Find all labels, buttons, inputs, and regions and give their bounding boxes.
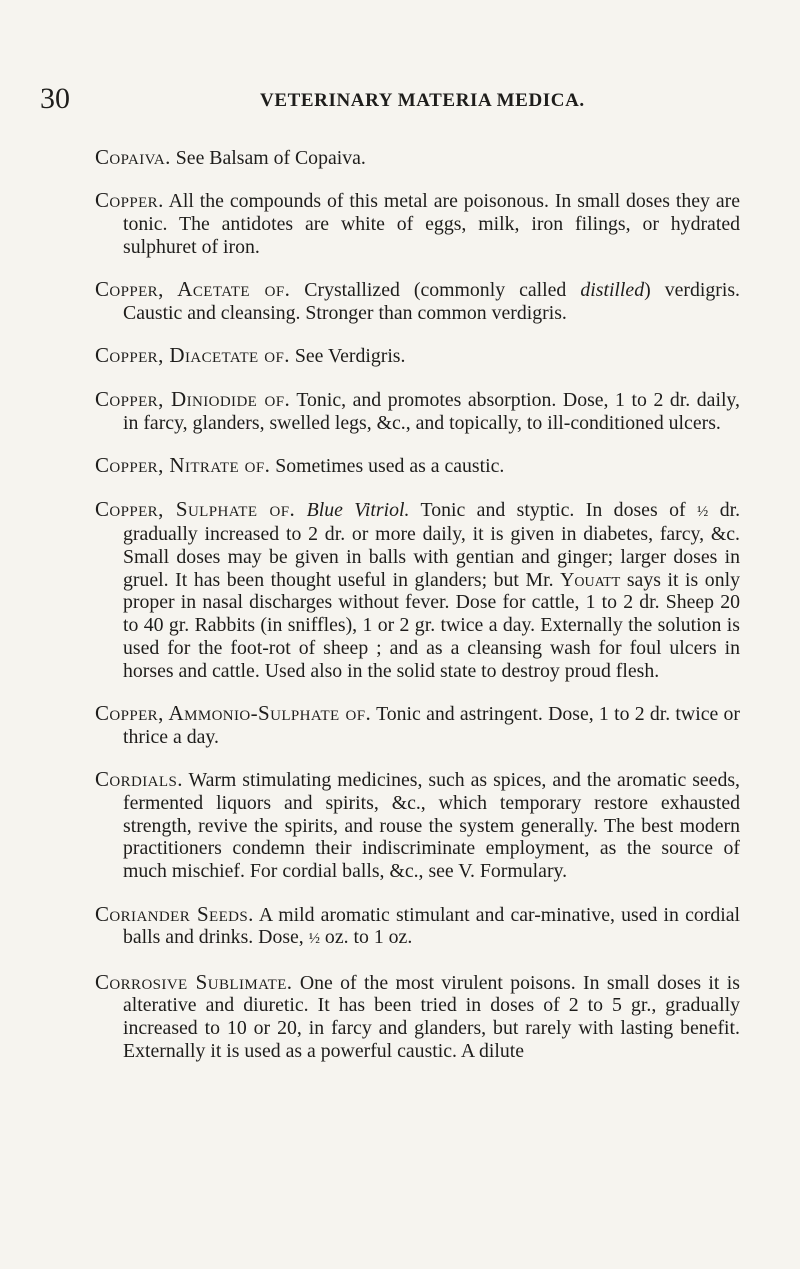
entry-cordials [95, 768, 740, 883]
entry-copaiva [95, 146, 740, 170]
fraction: ½ [697, 503, 709, 520]
headword: Coriander Seeds. [95, 901, 254, 926]
entry-copper-nitrate [95, 454, 740, 478]
headword: Copper, Ammonio-Sulphate of. [95, 701, 372, 726]
entry-text: ) verdigris. Caustic and cleansing. Stronger than common verdigris. [123, 279, 740, 324]
headword: Copaiva. [95, 144, 171, 169]
entry-copper-acetate [95, 278, 740, 324]
headword: Copper, Diacetate of. [95, 343, 290, 368]
page-header [0, 84, 800, 114]
headword: Copper, Sulphate of. [95, 496, 296, 521]
headword: Copper, Acetate of. [95, 277, 291, 302]
entry-text: says it is only proper in nasal discharges without fever. Dose for cattle, 1 to 2 dr. Sheep 20 to 40 gr. Rabbits (in sniffles), 1 or 2 gr. twice a day. Externally the solution is used for the foot-rot of sheep ; and as a cleansing wash for foul ulcers in horses and cattle. Used also in the solid state to destroy proud flesh. [123, 568, 740, 682]
entry-copper-diniodide [95, 388, 740, 434]
dictionary-body [95, 126, 740, 1073]
entry-text: Tonic and astringent. Dose, 1 to 2 dr. twice or thrice a day. [123, 703, 740, 748]
entry-coriander-seeds [95, 903, 740, 951]
entry-italic: Blue Vitriol. [306, 498, 410, 521]
page-number: 30 [40, 82, 70, 115]
running-title: VETERINARY MATERIA MEDICA. [260, 90, 585, 111]
entry-italic: distilled [580, 279, 645, 302]
entry-copper-ammonio-sulphate [95, 702, 740, 748]
entry-text: Sometimes used as a caustic. [275, 455, 505, 478]
entry-text: All the compounds of this metal are poisonous. In small doses they are tonic. The antidotes are white of eggs, milk, iron filings, or hydrated sulphuret of iron. [123, 190, 740, 258]
entry-text: dr. gradually increased to 2 dr. or more daily, it is given in diabetes, farcy, &c. Small doses may be given in balls with gentian and ginger; larger doses in gruel. It has been thought useful in glanders; but Mr. [123, 498, 741, 591]
entry-text: See Balsam of Copaiva. [175, 146, 366, 169]
entry-copper [95, 189, 740, 258]
person-name: Youatt [560, 568, 621, 591]
headword: Copper, Nitrate of. [95, 453, 271, 478]
entry-corrosive-sublimate [95, 971, 740, 1063]
entry-text: oz. to 1 oz. [324, 926, 413, 949]
entry-text: A mild aromatic stimulant and car-minative, used in cordial balls and drinks. Dose, [123, 903, 740, 949]
entry-copper-sulphate [95, 498, 740, 683]
headword: Copper. [95, 188, 164, 213]
entry-text: See Verdigris. [294, 345, 406, 368]
entry-text: Tonic, and promotes absorption. Dose, 1 to 2 dr. daily, in farcy, glanders, swelled legs, &c., and topically, to ill-conditioned ulcers. [123, 388, 740, 434]
entry-text: Tonic and styptic. In doses of [420, 498, 686, 521]
entry-text: Warm stimulating medicines, such as spices, and the aromatic seeds, fermented liquors and spirits, &c., which temporary restore exhausted strength, revive the spirits, and rouse the system generally. The best modern practitioners condemn their indiscriminate employment, as the source of much mischief. For cordial balls, &c., see V. Formulary. [123, 769, 740, 883]
entry-copper-diacetate [95, 344, 740, 368]
headword: Corrosive Sublimate. [95, 969, 293, 994]
fraction: ½ [308, 931, 320, 948]
headword: Cordials. [95, 767, 183, 792]
headword: Copper, Diniodide of. [95, 386, 291, 411]
entry-text: Crystallized (commonly called [304, 279, 567, 302]
entry-text: One of the most virulent poisons. In small doses it is alterative and diuretic. It has been tried in doses of 2 to 5 gr., gradually increased to 10 or 20, in farcy and glanders, but rarely with lasting benefit. Externally it is used as a powerful caustic. A dilute [123, 971, 740, 1062]
